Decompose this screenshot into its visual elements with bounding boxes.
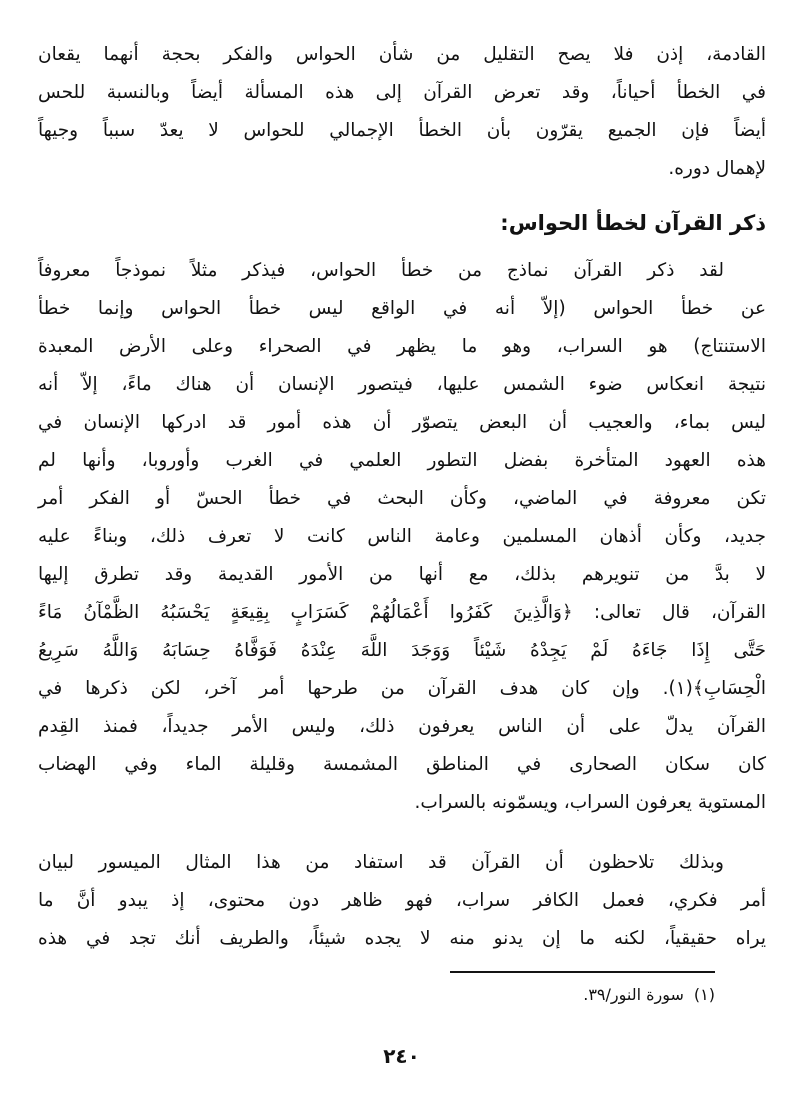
text-line: وبذلك تلاحظون أن القرآن قد استفاد من هذا المثال الميسور لبيان xyxy=(38,852,724,873)
text-line: حَتَّى إِذَا جَاءَهُ لَمْ يَجِدْهُ شَيْئاً وَوَجَدَ اللَّهَ عِنْدَهُ فَوَفَّاهُ حِسَابَهُ وَاللَّهُ سَرِيعُ xyxy=(38,640,766,661)
paragraph-mirage xyxy=(38,252,766,822)
text-line: الاستنتاج) هو السراب، وهو ما يظهر في الصحراء وعلى الأرض المعبدة xyxy=(38,336,766,357)
text-line: ليس بماء، والعجيب أن البعض يتصوّر أن هذه أمور قد ادركها الإنسان في xyxy=(38,412,766,433)
text-line: لإهمال دوره. xyxy=(668,158,766,179)
text-line: جديد، وكأن أذهان المسلمين وعامة الناس كانت لا تعرف ذلك، وبناءً عليه xyxy=(38,526,766,547)
page-number: ٢٤٠ xyxy=(383,1044,420,1068)
text-block xyxy=(38,36,766,958)
text-line: القادمة، إذن فلا يصح التقليل من شأن الحواس والفكر بحجة أنهما يقعان xyxy=(38,44,766,65)
text-line: الْحِسَابِ﴾(١). وإن كان هدف القرآن من طرحها أمر آخر، لكن ذكرها في xyxy=(38,678,766,699)
text-line: نتيجة انعكاس ضوء الشمس عليها، فيتصور الإنسان أن هناك ماءً، إلاّ أنه xyxy=(38,374,766,395)
text-line: يراه حقيقياً، لكنه ما إن يدنو منه لا يجده شيئاً، والطريف أنك تجد في هذه xyxy=(38,928,766,949)
text-line: القرآن، قال تعالى: ﴿وَالَّذِينَ كَفَرُوا أَعْمَالُهُمْ كَسَرَابٍ بِقِيعَةٍ يَحْسَبُهُ الظَّمْآنُ مَاءً xyxy=(38,602,766,623)
paragraph-continuation xyxy=(38,36,766,188)
text-line: تكن معروفة في الماضي، وكأن البحث في خطأ الحسّ أو الفكر أمر xyxy=(38,488,766,509)
text-line: لا بدَّ من تنويرهم بذلك، مع أنها من الأمور القديمة وقد تطرق إليها xyxy=(38,564,766,585)
footnote xyxy=(450,982,715,1008)
text-line: المستوية يعرفون السراب، ويسمّونه بالسراب. xyxy=(414,792,766,813)
paragraph-closing xyxy=(38,844,766,958)
footnote-area xyxy=(450,971,715,1008)
footnote-marker: (١) xyxy=(693,985,715,1004)
text-line: في الخطأ أحياناً، وقد تعرض القرآن إلى هذه المسألة أيضاً وبالنسبة للحس xyxy=(38,82,766,103)
text-line: عن خطأ الحواس (إلاّ أنه في الواقع ليس خطأ الحواس وإنما خطأ xyxy=(38,298,766,319)
text-line: كان سكان الصحارى في المناطق المشمسة وقليلة الماء وفي الهضاب xyxy=(38,754,766,775)
footnote-separator xyxy=(450,971,715,973)
text-line: أيضاً فإن الجميع يقرّون بأن الخطأ الإجمالي للحواس لا يعدّ سبباً وجيهاً xyxy=(38,120,766,141)
text-line: هذه العهود المتأخرة بفضل التطور العلمي في الغرب وأوروبا، وأنها لم xyxy=(38,450,766,471)
text-line: أمر فكري، فعمل الكافر سراب، فهو ظاهر دون محتوى، إذ يبدو أنَّ ما xyxy=(38,890,766,911)
section-heading: ذكر القرآن لخطأ الحواس: xyxy=(500,211,766,235)
text-line: القرآن يدلّ على أن الناس يعرفون ذلك، وليس الأمر جديداً، فمنذ القِدم xyxy=(38,716,766,737)
footnote-text: سورة النور/٣٩. xyxy=(583,985,684,1004)
text-line: لقد ذكر القرآن نماذج من خطأ الحواس، فيذكر مثلاً نموذجاً معروفاً xyxy=(38,260,724,281)
